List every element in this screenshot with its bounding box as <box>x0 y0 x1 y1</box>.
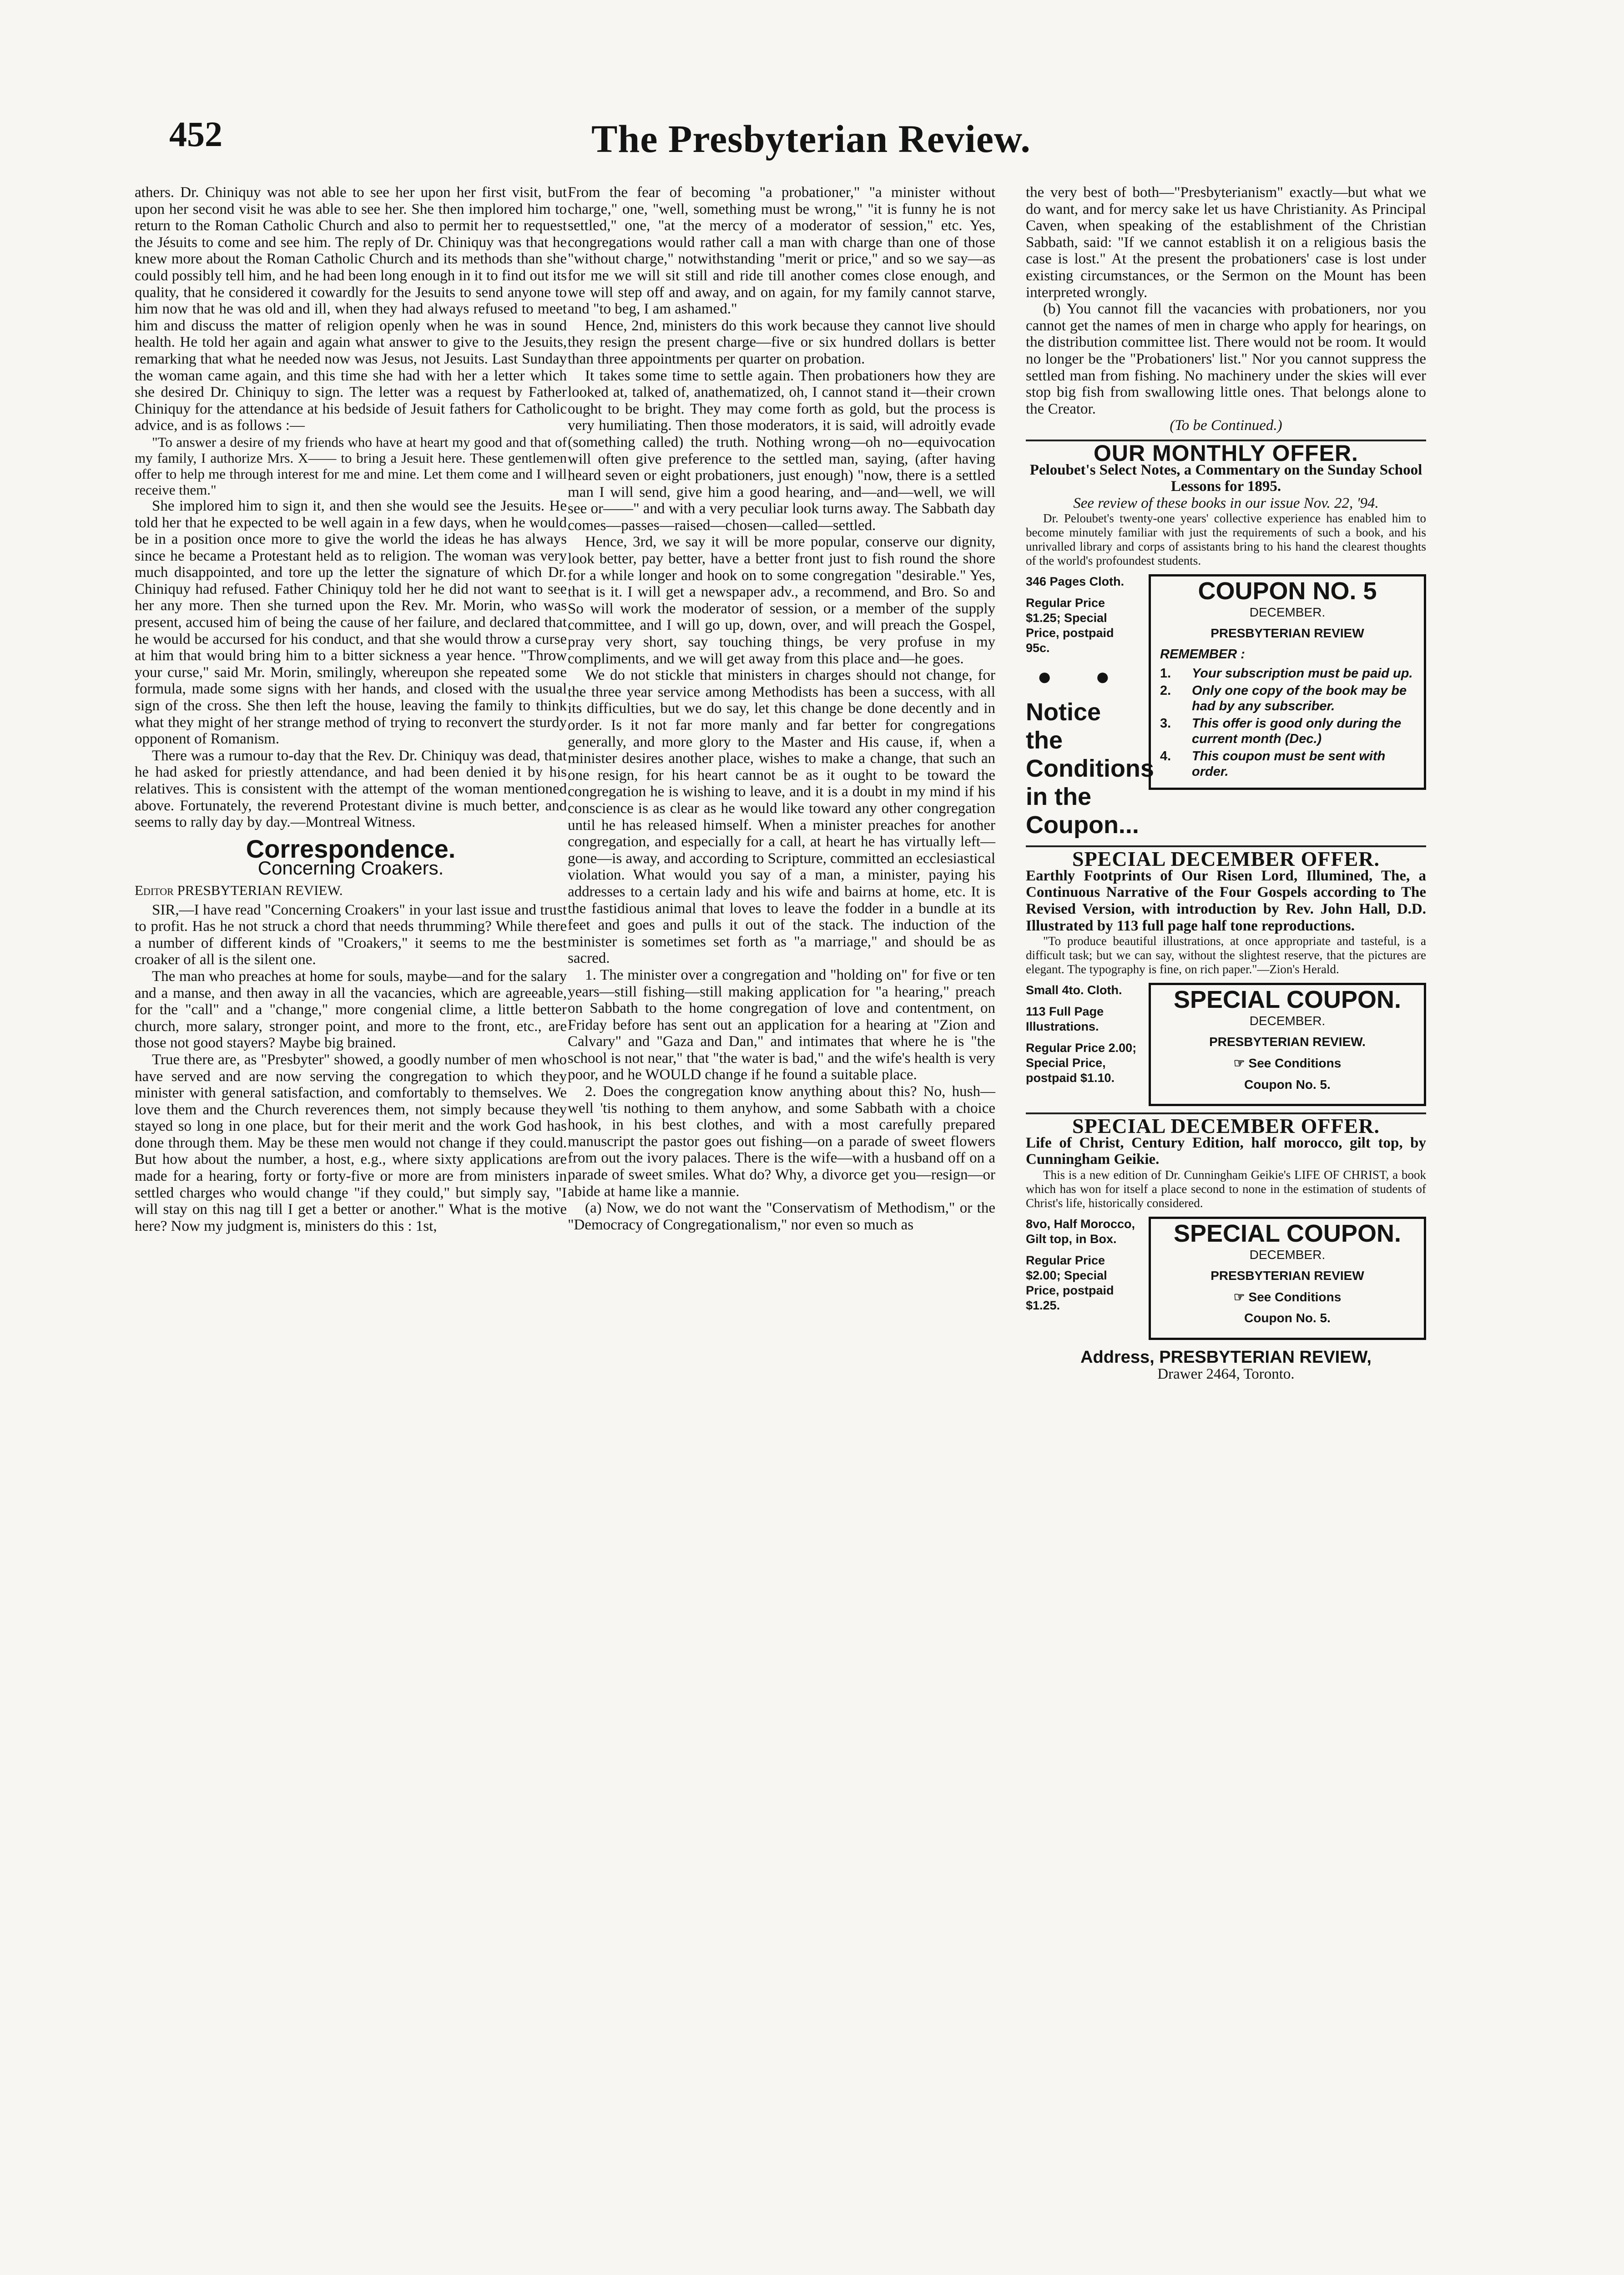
coupon-remember: REMEMBER : <box>1160 647 1245 662</box>
letter-text: (a) Now, we do not want the "Conservatism of Methodism," or the "Democracy of Congregationalism," nor even so much as <box>568 1200 995 1233</box>
letter-text: (b) You cannot fill the vacancies with probationers, nor you cannot get the names of men in charge who apply for hearings, on the distribution committee list. There would not be room. It would no longer be the "Probationers' list." Nor you cannot suppress the settled man from fishing. No machinery under the skies will ever stop big fish from swallowing little ones. That belongs alone to the Creator. <box>1026 301 1426 417</box>
letter-text: 1. The minister over a congregation and "holding on" for five or ten years—still fishing—still making application for "a hearing," preach on Sabbath to the home congregation of love and contentment, on Friday before has sent out an application for a hearing at "Zion and Calvary" and "Gaza and Dan," and intimates that where he is "the school is not near," that "the water is bad," and the wife's health is very poor, and he WOULD change if he found a suitable place. <box>568 966 995 1083</box>
column-2 <box>568 184 995 1233</box>
special-offer-quote: "To produce beautiful illustrations, at once appropriate and tasteful, is a difficult task; but we can say, without the slightest reserve, that the pictures are elegant. The typography is fine, on rich paper."—Zion's Herald. <box>1026 934 1426 976</box>
article-text: She implored him to sign it, and then she would see the Jesuits. He told her that he expected to be well again in a few days, when he would be in a position once more to give the world the ideas he has always since he became a Protestant held as to religion. The woman was very much disappointed, and tore up the letter the signature of which Dr. Chiniquy had refused. Father Chiniquy told her he did not want to see her any more. Then she turned upon the Rev. Mr. Morin, who was present, accused him of being the cause of her failure, and declared that he would be accursed for his conduct, and that she would throw a curse at him that would bring him to a bitter sickness a year hence. "Throw your curse," said Mr. Morin, smilingly, whereupon she repeated some formula, made some signs with her hands, and closed with the usual sign of the cross. She then left the house, leaving the family to think what they might of her strange method of trying to reconvert the sturdy opponent of Romanism. <box>135 497 567 748</box>
letter-text: 2. Does the congregation know anything about this? No, hush—well 'tis nothing to them anyhow, and some Sabbath with a choice hook, in his best clothes, and with a most carefully prepared manuscript the pastor goes out fishing—on a parade of sweet flowers from out the ivory palaces. There is the wife—with a husband off on a parade of sweet smiles. What do? Why, a divorce get you—resign—or abide at hame like a mannie. <box>568 1083 995 1200</box>
letter-text: We do not stickle that ministers in charges should not change, for the three year service among Methodists has been a success, with all its difficulties, but we do say, let this change be done decently and in order. Is it not far more manly and far better for congregations generally, and more glory to the Master and His cause, if, when a minister desires another place, wishes to make a change, that such an one resign, for his heart cannot be as it ought to be toward the congregation he is wishing to leave, and it is a doubt in my mind if his conscience is as clear as he would like toward any other congregation until he has released himself. When a minister preaches for another congregation, and especially for a call, at heart he has virtually left—gone—is away, and according to Scripture, committed an ecclesiastical violation. What would you say of a man, a minister, paying his addresses to a certain lady and his wife and bairns at home, etc. It is the fastidious animal that loves to leave the fodder in a bundle at its feet and goes and pulls it out of the stack. The induction of the minister is sometimes set forth as "a marriage," and should be as sacred. <box>568 667 995 967</box>
page-number: 452 <box>169 114 222 154</box>
article-text: There was a rumour to-day that the Rev. Dr. Chiniquy was dead, that he had asked for priestly attendance, and had been denied it by his relatives. This is consistent with the attempt of the woman mentioned above. Fortunately, the reverend Protestant divine is much better, and seems to rally day by day.—Montreal Witness. <box>135 747 567 831</box>
letter-text: Hence, 2nd, ministers do this work because they cannot live should they resign the present charge—five or six hundred dollars is better than three appointments per quarter on probation. <box>568 317 995 367</box>
continued-note: (To be Continued.) <box>1170 417 1282 434</box>
coupon-no-5 <box>1149 574 1426 790</box>
special-offer-ad <box>1026 983 1426 1106</box>
coupon-see: ☞ See Conditions <box>1233 1289 1342 1304</box>
coupon-month: DECEMBER. <box>1249 1013 1326 1028</box>
ad-notice: Notice the Conditions in the Coupon... <box>1026 698 1154 839</box>
coupon-paper: PRESBYTERIAN REVIEW <box>1210 626 1364 641</box>
letter-text: The man who preaches at home for souls, maybe—and for the salary and a manse, and then away in all the vacancies, which are agreeable, for the "call" and a "change," more congenial clime, a little better church, more salary, stronger point, and more to the front, etc., are those not good stayers? Maybe big brained. <box>135 968 567 1052</box>
letter-text: the very best of both—"Presbyterianism" exactly—but what we do want, and for mercy sake let us have Christianity. As Principal Caven, when speaking of the establishment of the Christian Sabbath, said: "If we cannot establish it on a religious basis the case is lost." At the present the probationers' case is lost under existing circumstances, or the Sermon on the Mount has been interpreted wrongly. <box>1026 184 1426 301</box>
letter-text: SIR,—I have read "Concerning Croakers" in your last issue and trust to profit. Has he not struck a chord that needs thrumming? While there a number of different kinds of "Croakers," it seems to me the best croaker of all is the silent one. <box>135 901 567 968</box>
monthly-offer-title: OUR MONTHLY OFFER. <box>1094 440 1358 466</box>
editor-line: Editor PRESBYTERIAN REVIEW. <box>135 882 343 898</box>
monthly-offer <box>1026 440 1426 839</box>
coupon-conditions <box>1160 647 1415 779</box>
coupon-condition: 2. Only one copy of the book may be had by any subscriber. <box>1160 683 1407 714</box>
ad-details <box>1026 574 1154 839</box>
coupon-condition: 1. Your subscription must be paid up. <box>1160 666 1413 681</box>
coupon-number: Coupon No. 5. <box>1244 1077 1331 1092</box>
special-coupon <box>1149 983 1426 1106</box>
ad-format: Small 4to. Cloth. <box>1026 983 1122 997</box>
letter-text: It takes some time to settle again. Then probationers how they are looked at, talked of, anathematized, oh, I cannot stand it—their crown ought to be bright. They may come forth as gold, but the process is very humiliating. Then those moderators, it is said, will adroitly evade (something called) the truth. Nothing wrong—oh no—equivocation will often give preference to the settled man, saying, (after having heard seven or eight probationers, just enough) "now, there is a settled man I will send, give him a good hearing, and—and—well, we will see or——" and with a very peculiar look turns away. The Sabbath day comes—passes—raised—chosen—called—settled. <box>568 367 995 534</box>
ad-pages: 346 Pages Cloth. <box>1026 575 1125 589</box>
special-offer-book: Life of Christ, Century Edition, half morocco, gilt top, by Cunningham Geikie. <box>1026 1134 1426 1168</box>
special-offer-title: SPECIAL DECEMBER OFFER. <box>1072 847 1380 871</box>
article-text: athers. Dr. Chiniquy was not able to see her upon her first visit, but upon her second visit he was able to see her. She then implored him to return to the Roman Catholic Church and also to permit her to request the Jésuits to come and see him. The reply of Dr. Chiniquy was that he knew more about the Roman Catholic Church and its methods than she could possibly tell him, and he had been long enough in it to find out its quality, that he considered it cowardly for the Jesuits to send anyone to him now that he was old and ill, when they had always refused to meet him and discuss the matter of religion openly when he was in sound health. He told her again and again what answer to give to the Jesuits, remarking that what he needed now was Jesus, not Jesuits. Last Sunday the woman came again, and this time she had with her a letter which she desired Dr. Chiniquy to sign. The letter was a request by Father Chiniquy for the attendance at his bedside of Jesuit fathers for Catholic advice, and is as follows :— <box>135 184 567 434</box>
ad-details <box>1026 983 1140 1086</box>
letter-text: True there are, as "Presbyter" showed, a goodly number of men who have served and are now serving the congregation to which they minister with general satisfaction, and comfortably to themselves. We love them and the Church reverences them, not simply because they stayed so long in one place, but for their merit and the work God has done through them. May be these men would not change if they could. But how about the number, a host, e.g., where sixty applications are made for a hearing, forty or forty-five or more are from ministers in settled charges who would change "if they could," but simply say, "I will stay on this nag till I get a better or another." What is the motive here? Now my judgment is, ministers do this : 1st, <box>135 1051 567 1234</box>
special-offer-1 <box>1026 847 1426 1106</box>
special-offer-desc: This is a new edition of Dr. Cunningham Geikie's LIFE OF CHRIST, a book which has won for itself a place second to none in the estimation of students of Christ's life, historically considered. <box>1026 1168 1426 1210</box>
page-title: The Presbyterian Review. <box>591 117 1031 161</box>
ad-format: 8vo, Half Morocco, Gilt top, in Box. <box>1026 1217 1135 1246</box>
letter-quote: "To answer a desire of my friends who have at heart my good and that of my family, I authorize Mrs. X—— to bring a Jesuit here. These gentlemen offer to help me through interest for me and mine. Let them come and I will receive them." <box>135 434 567 498</box>
ad-details <box>1026 1217 1140 1313</box>
section-heading: Correspondence. <box>246 834 456 863</box>
special-coupon <box>1149 1217 1426 1340</box>
address: Address, PRESBYTERIAN REVIEW, <box>1080 1347 1372 1367</box>
coupon-title: SPECIAL COUPON. <box>1173 1220 1402 1247</box>
monthly-offer-ad <box>1026 574 1426 839</box>
coupon-condition: 4. This coupon must be sent with order. <box>1160 749 1386 779</box>
column-3 <box>1026 184 1426 1382</box>
special-offer-ad <box>1026 1217 1426 1340</box>
special-offer-book: Earthly Footprints of Our Risen Lord, Illumined, The, a Continuous Narrative of the Four Gospels according to The Revised Version, with introduction by Rev. John Hall, D.D. Illustrated by 113 full page half tone reproductions. <box>1026 867 1426 934</box>
special-offer-title: SPECIAL DECEMBER OFFER. <box>1072 1114 1380 1138</box>
article-heading: Concerning Croakers. <box>257 857 444 879</box>
coupon-paper: PRESBYTERIAN REVIEW. <box>1209 1035 1366 1049</box>
ad-price: Regular Price $1.25; Special Price, postpaid 95c. <box>1026 596 1114 655</box>
coupon-paper: PRESBYTERIAN REVIEW <box>1210 1269 1364 1283</box>
address-drawer: Drawer 2464, Toronto. <box>1157 1365 1295 1382</box>
special-offer-2 <box>1026 1114 1426 1340</box>
ad-dots: ● ● <box>1037 663 1129 691</box>
ad-illustrations: 113 Full Page Illustrations. <box>1026 1005 1104 1034</box>
coupon-month: DECEMBER. <box>1249 1247 1326 1262</box>
coupon-title: SPECIAL COUPON. <box>1173 986 1402 1014</box>
monthly-offer-book: Peloubet's Select Notes, a Commentary on the Sunday School Lessons for 1895. <box>1029 461 1422 495</box>
coupon-number: Coupon No. 5. <box>1244 1311 1331 1325</box>
monthly-offer-desc: Dr. Peloubet's twenty-one years' collective experience has enabled him to become minutely familiar with just the requirements of such a book, and his unrivalled library and corps of assistants bring to his hand the clearest thoughts of the world's profoundest students. <box>1026 511 1426 568</box>
ad-price: Regular Price $2.00; Special Price, postpaid $1.25. <box>1026 1254 1114 1312</box>
monthly-offer-review: See review of these books in our issue Nov. 22, '94. <box>1073 495 1379 511</box>
letter-text: Hence, 3rd, we say it will be more popular, conserve our dignity, look better, pay better, have a better front just to fish round the shore for a while longer and hook on to some congregation "desirable." Yes, that is it. I will get a newspaper adv., a recommend, and Bro. So and So will work the moderator of session, or a member of the supply committee, and I will go up, down, over, and will preach the Gospel, pray very short, say touching things, be very profuse in my compliments, and we will get away from this place and—he goes. <box>568 534 995 667</box>
coupon-condition: 3. This offer is good only during the current month (Dec.) <box>1160 716 1402 747</box>
coupon-month: DECEMBER. <box>1249 605 1326 619</box>
coupon-see: ☞ See Conditions <box>1233 1056 1342 1071</box>
ad-price: Regular Price 2.00; Special Price, postpaid $1.10. <box>1026 1041 1137 1085</box>
coupon-title: COUPON NO. 5 <box>1198 577 1377 605</box>
letter-text: From the fear of becoming "a probationer," "a minister without charge," one, "well, something must be wrong," "it is funny he is not settled," one, "at the mercy of a moderator of session," etc. Yes, congregations would rather call a man with charge than one of those "without charge," notwithstanding "merit or price," and so we say—as for me we will sit still and ride till another comes close enough, and we will step off and away, and on again, for my family cannot starve, and "to beg, I am ashamed." <box>568 184 995 318</box>
column-1 <box>135 184 567 1234</box>
